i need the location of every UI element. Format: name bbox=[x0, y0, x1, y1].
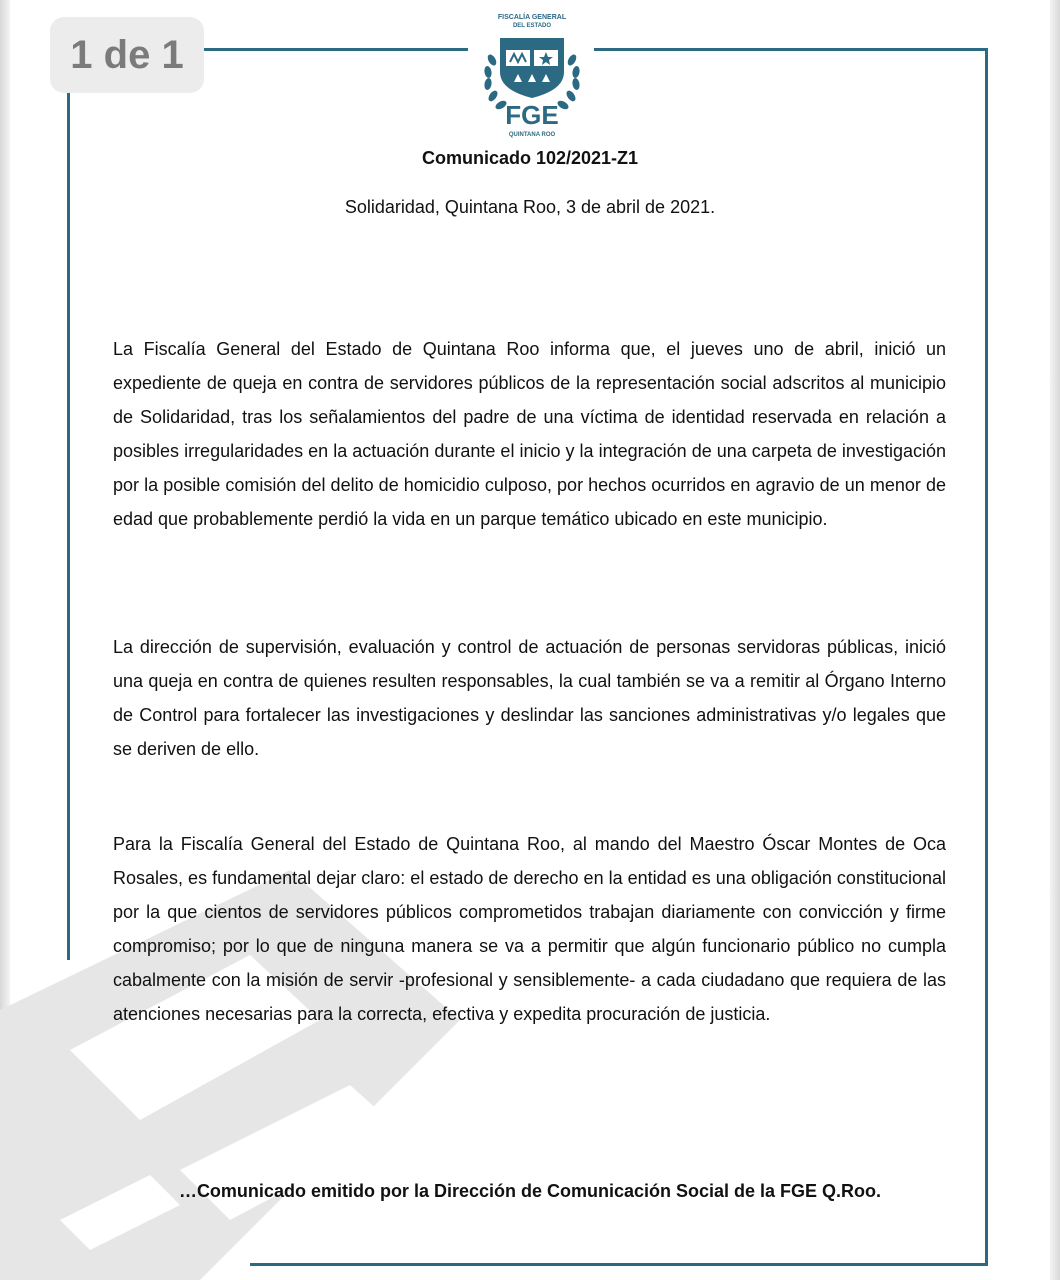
logo-initials: FGE bbox=[505, 100, 559, 130]
page-indicator: 1 de 1 bbox=[50, 17, 204, 93]
frame-left bbox=[67, 90, 70, 960]
document-title: Comunicado 102/2021-Z1 bbox=[421, 148, 639, 168]
frame-top-left bbox=[200, 48, 468, 51]
paragraph-2: La dirección de supervisión, evaluación y control de actuación de personas servidoras públicas, inició una queja en contra de quienes resulten responsables, la cual también se va a remitir al Órgano Interno de Control para fortalecer las investigaciones y deslindar las sanciones administrativas y/o legales que se deriven de ello. bbox=[113, 637, 946, 759]
logo-header-line1: FISCALÍA GENERAL bbox=[497, 14, 567, 21]
logo-footer: QUINTANA ROO bbox=[508, 132, 556, 138]
fge-logo bbox=[470, 10, 594, 140]
logo-header-line2: DEL ESTADO bbox=[512, 23, 552, 29]
frame-right bbox=[985, 48, 988, 1266]
document-dateline: Solidaridad, Quintana Roo, 3 de abril de 2021. bbox=[344, 197, 716, 217]
closing-statement: …Comunicado emitido por la Dirección de Comunicación Social de la FGE Q.Roo. bbox=[178, 1181, 882, 1201]
page-edge-right bbox=[1050, 0, 1060, 1280]
frame-bottom bbox=[250, 1263, 988, 1266]
paragraph-1: La Fiscalía General del Estado de Quintana Roo informa que, el jueves uno de abril, inició un expediente de queja en contra de servidores públicos de la representación social adscritos al municipio de Solidaridad, tras los señalamientos del padre de una víctima de identidad reservada en relación a posibles irregularidades en la actuación durante el inicio y la integración de una carpeta de investigación por la posible comisión del delito de homicidio culposo, por hechos ocurridos en agravio de un menor de edad que probablemente perdió la vida en un parque temático ubicado en este municipio. bbox=[113, 339, 946, 529]
paragraph-3: Para la Fiscalía General del Estado de Quintana Roo, al mando del Maestro Óscar Montes de Oca Rosales, es fundamental dejar claro: el estado de derecho en la entidad es una obligación constitucional por la que cientos de servidores públicos comprometidos trabajan diariamente con convicción y firme compromiso; por lo que de ninguna manera se va a permitir que algún funcionario público no cumpla cabalmente con la misión de servir -profesional y sensiblemente- a cada ciudadano que requiera de las atenciones necesarias para la correcta, efectiva y expedita procuración de justicia. bbox=[113, 834, 946, 1024]
frame-top-right bbox=[594, 48, 988, 51]
